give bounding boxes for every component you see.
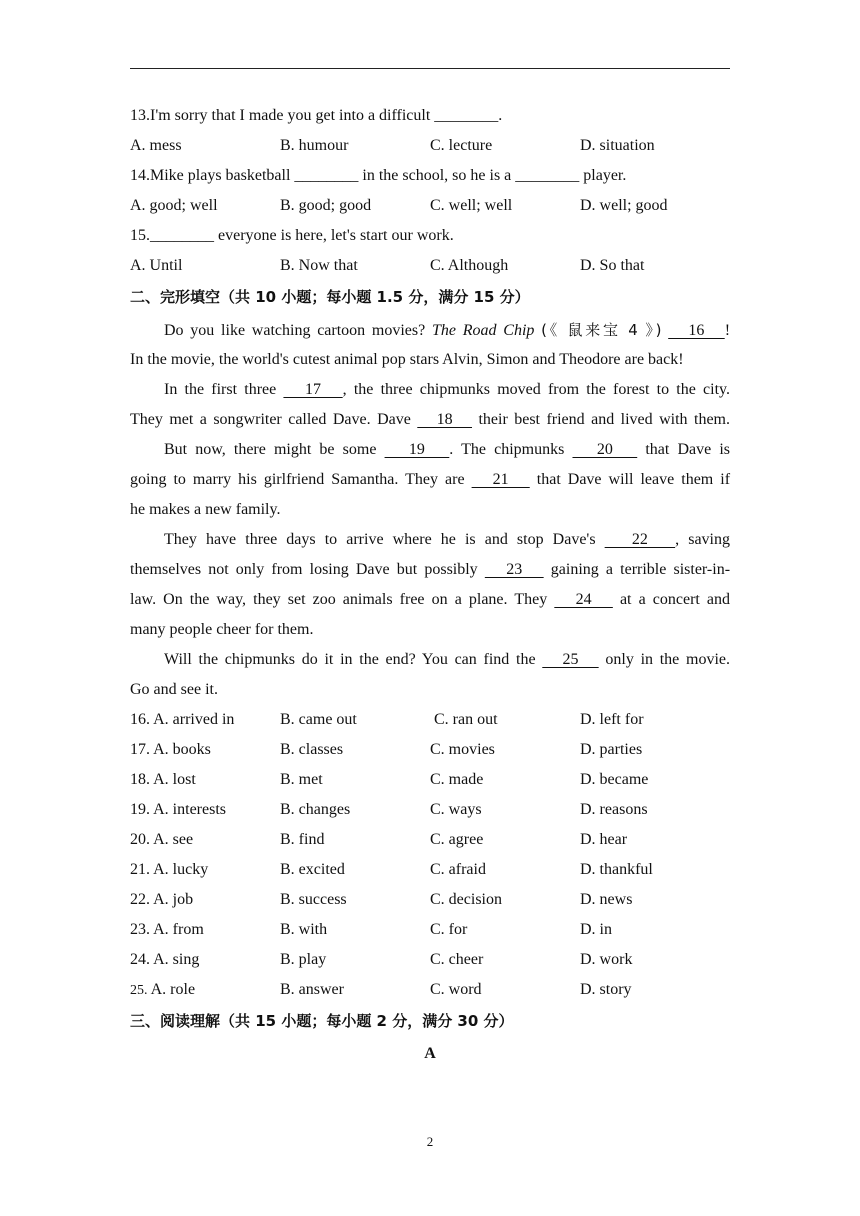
passage-line: Will the chipmunks do it in the end? You can find the 25 only in the movie. [164, 651, 731, 668]
passage-line: Go and see it. [130, 681, 218, 698]
page-number: 2 [426, 1134, 434, 1149]
option-c: C. lecture [430, 137, 493, 154]
cloze-option-row: 25. A. role B. answer C. word D. story [130, 975, 730, 1005]
blank-23: 23 [484, 561, 544, 578]
movie-title: The Road Chip [432, 322, 535, 339]
passage-line: many people cheer for them. [130, 621, 314, 638]
cloze-options [130, 705, 730, 1005]
section-3-heading: 三、阅读理解（共 15 小题；每小题 2 分，满分 30 分） [130, 1012, 514, 1030]
question-25-number: 25. [130, 983, 148, 998]
cloze-option-row: 20. A. see B. find C. agree D. hear [130, 831, 628, 848]
blank-18: 18 [417, 411, 472, 428]
passage-line: he makes a new family. [130, 501, 281, 518]
blank-25: 25 [542, 651, 599, 668]
blank-19: 19 [384, 441, 450, 458]
section-2-heading: 二、完形填空（共 10 小题；每小题 1.5 分，满分 15 分） [130, 288, 530, 306]
option-d: D. well; good [580, 197, 668, 214]
option-b: B. Now that [280, 257, 358, 274]
cloze-option-row: 17. A. books B. classes C. movies D. parties [130, 741, 643, 758]
cloze-option-row: 24. A. sing B. play C. cheer D. work [130, 951, 633, 968]
option-a: A. good; well [130, 197, 218, 214]
option-c: C. well; well [430, 197, 513, 214]
blank-16: 16 [668, 322, 725, 339]
blank-24: 24 [554, 591, 613, 608]
question-13-stem: 13.I'm sorry that I made you get into a difficult ________. [130, 107, 503, 124]
passage-line: In the first three 17 , the three chipmunks moved from the forest to the city. [164, 381, 730, 398]
cloze-option-row: 19. A. interests B. changes C. ways D. reasons [130, 801, 648, 818]
passage-line: themselves not only from losing Dave but possibly 23 gaining a terrible sister-in- [130, 561, 731, 578]
blank-21: 21 [471, 471, 530, 488]
option-c: C. Although [430, 257, 509, 274]
passage-line: They have three days to arrive where he is and stop Dave's 22 , saving [164, 531, 730, 548]
question-15-options [130, 251, 730, 281]
cloze-passage [130, 315, 730, 705]
blank-17: 17 [283, 381, 343, 398]
cloze-option-row: 16. A. arrived in B. came out C. ran out D. left for [130, 711, 644, 728]
option-a: A. mess [130, 137, 182, 154]
passage-line: They met a songwriter called Dave. Dave 18 their best friend and lived with them. [130, 411, 730, 428]
option-b: B. humour [280, 137, 349, 154]
blank-20: 20 [572, 441, 638, 458]
passage-line: going to marry his girlfriend Samantha. They are 21 that Dave will leave them if [130, 471, 731, 488]
question-14-stem: 14.Mike plays basketball ________ in the school, so he is a ________ player. [130, 167, 627, 184]
cloze-option-row: 22. A. job B. success C. decision D. news [130, 891, 633, 908]
option-b: B. good; good [280, 197, 372, 214]
cloze-option-row: 23. A. from B. with C. for D. in [130, 921, 612, 938]
passage-line: But now, there might be some 19 . The chipmunks 20 that Dave is [164, 441, 731, 458]
question-15-stem: 15.________ everyone is here, let's start our work. [130, 227, 454, 244]
question-14-options [130, 191, 730, 221]
header-rule [130, 68, 730, 69]
question-13-options [130, 131, 730, 161]
passage-line: In the movie, the world's cutest animal pop stars Alvin, Simon and Theodore are back! [130, 351, 684, 368]
reading-part-label: A [424, 1045, 436, 1062]
blank-22: 22 [604, 531, 676, 548]
cloze-option-row: 21. A. lucky B. excited C. afraid D. thankful [130, 861, 653, 878]
option-d: D. So that [580, 257, 645, 274]
option-a: A. Until [130, 257, 183, 274]
document-body [130, 101, 730, 1071]
passage-line: Do you like watching cartoon movies? The Road Chip (《 鼠来宝 4 》) 16 ! [164, 321, 731, 339]
passage-line: law. On the way, they set zoo animals free on a plane. They 24 at a concert and [130, 591, 731, 608]
cloze-option-row: 18. A. lost B. met C. made D. became [130, 771, 649, 788]
option-d: D. situation [580, 137, 655, 154]
